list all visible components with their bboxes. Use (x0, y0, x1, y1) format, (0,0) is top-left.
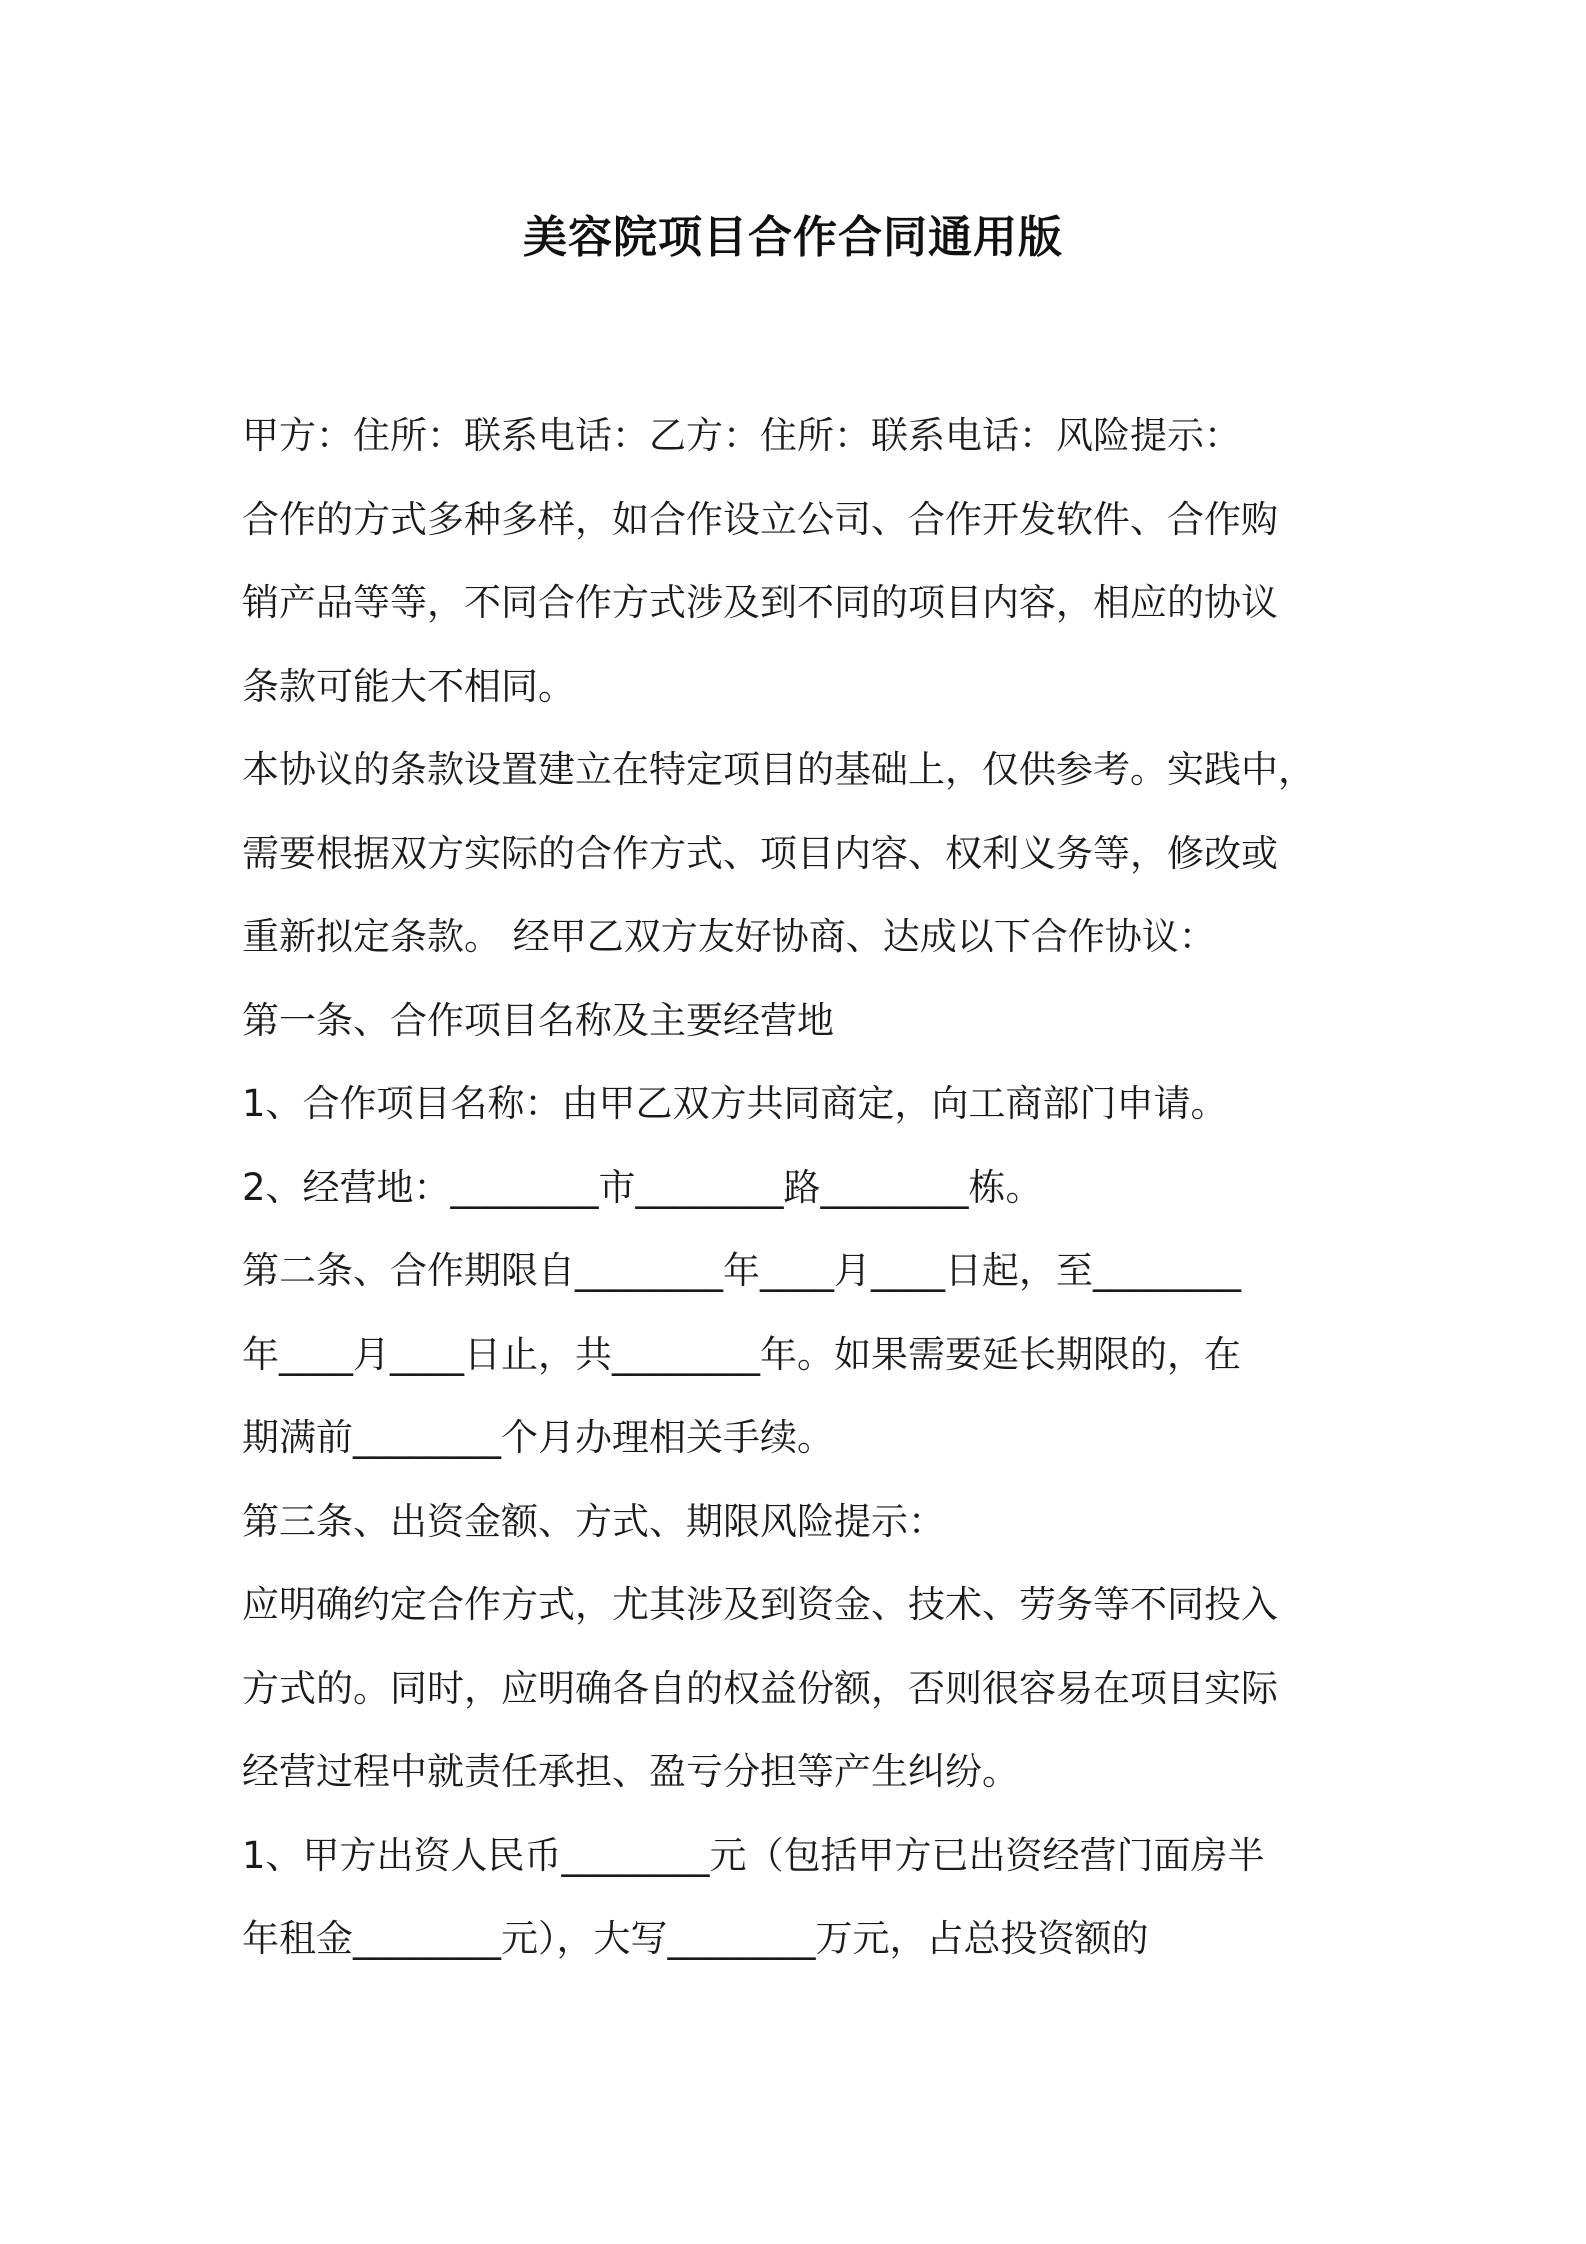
paragraph-line: 1、甲方出资人民币________元（包括甲方已出资经营门面房半 (242, 1833, 1265, 1877)
paragraph-line: 需要根据双方实际的合作方式、项目内容、权利义务等，修改或 (242, 831, 1278, 875)
paragraph-line: 销产品等等，不同合作方式涉及到不同的项目内容，相应的协议 (242, 581, 1278, 624)
paragraph-line: 甲方：住所：联系电话：乙方：住所：联系电话：风险提示： (242, 414, 1241, 457)
article-heading: 第二条、合作期限自________年____月____日起，至________ (242, 1249, 1241, 1292)
paragraph-line: 年____月____日止，共________年。如果需要延长期限的，在 (242, 1332, 1241, 1376)
paragraph-line: 应明确约定合作方式，尤其涉及到资金、技术、劳务等不同投入 (242, 1583, 1278, 1626)
document-title: 美容院项目合作合同通用版 (523, 212, 1063, 263)
paragraph-line: 年租金________元），大写________万元，占总投资额的 (242, 1917, 1149, 1960)
paragraph-line: 合作的方式多种多样，如合作设立公司、合作开发软件、合作购 (242, 497, 1278, 541)
paragraph-line: 1、合作项目名称：由甲乙双方共同商定，向工商部门申请。 (242, 1082, 1228, 1125)
paragraph-line: 经营过程中就责任承担、盈亏分担等产生纠纷。 (242, 1750, 1019, 1793)
paragraph-line: 2、经营地：________市________路________栋。 (242, 1165, 1043, 1209)
paragraph-line: 方式的。同时，应明确各自的权益份额，否则很容易在项目实际 (242, 1666, 1278, 1710)
paragraph-line: 条款可能大不相同。 (242, 664, 575, 708)
article-heading: 第一条、合作项目名称及主要经营地 (242, 998, 834, 1042)
article-heading: 第三条、出资金额、方式、期限风险提示： (242, 1499, 945, 1543)
paragraph-line: 重新拟定条款。 经甲乙双方友好协商、达成以下合作协议： (242, 915, 1216, 958)
paragraph-line: 本协议的条款设置建立在特定项目的基础上，仅供参考。实践中， (242, 748, 1315, 791)
paragraph-line: 期满前________个月办理相关手续。 (242, 1416, 834, 1459)
document-body (242, 406, 1352, 1993)
